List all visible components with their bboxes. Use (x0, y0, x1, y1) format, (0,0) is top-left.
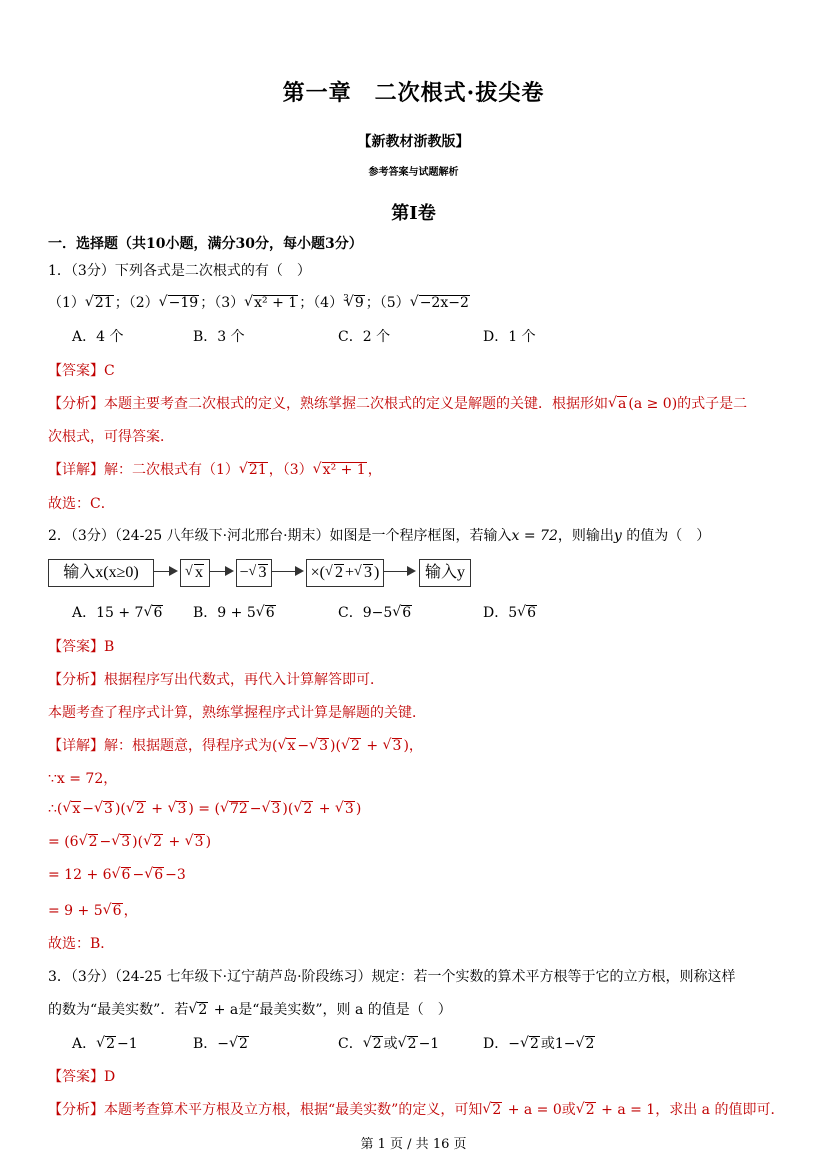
q1-choose: 故选：C． (48, 496, 115, 512)
flow-input-box: 输入x(x≥0) (48, 559, 154, 587)
flow-multiply-box: ×(√ 2 +√ 3 ) (306, 559, 384, 587)
edition-label: 【新教材浙教版】 (357, 134, 470, 150)
q1-analysis-line2: 次根式，可得答案． (48, 429, 174, 445)
sqrt-expr: √ −19 (159, 295, 200, 311)
q1-option-a: A．4 个 (72, 329, 124, 345)
section-heading: 一．选择题（共10小题，满分30分，每小题3分） (48, 236, 363, 252)
q2-detail: 【详解】解：根据题意，得程序式为(√ x −√ 3 )(√ 2 + √ 3 )， (48, 735, 423, 755)
q1-item-4-prefix: （4） (313, 295, 344, 311)
q2-step-expand: = 12 + 6√ 6 −√ 6 −3 (48, 867, 186, 883)
cube-root-index: 3 (343, 294, 349, 305)
q2-step-substitute: ∴(√ x −√ 3 )(√ 2 + √ 3 ) = (√ 72 −√ 3 )(√ 2 + √ 3 ) (48, 801, 361, 817)
q2-step-simplify: = (6√ 2 −√ 3 )(√ 2 + √ 3 ) (48, 834, 211, 850)
flow-arrow (272, 571, 302, 572)
q1-detail: 【详解】解：二次根式有（1）√ 21 ，（3）√ x² + 1 ， (48, 459, 382, 479)
q1-option-d: D．1 个 (483, 329, 536, 345)
q1-item-1-prefix: （1） (48, 295, 85, 311)
subtitle: 参考答案与试题解析 (368, 167, 459, 178)
sqrt-expr: √ 21 (239, 462, 268, 478)
page-footer: 第 1 页 / 共 16 页 (360, 1137, 467, 1152)
flow-output-box: 输入y (419, 559, 471, 587)
q2-option-b: B．9 + 5√ 6 (193, 602, 277, 622)
q2-choose: 故选：B． (48, 936, 115, 952)
q2-stem: 2．（3分）（24-25 八年级下·河北邢台·期末）如图是一个程序框图，若输入x = 72，则输出y 的值为（ ） (48, 528, 711, 544)
page-title: 第一章 二次根式·拔尖卷 (282, 80, 545, 106)
q3-analysis: 【分析】本题考查算术平方根及立方根，根据“最美实数”的定义，可知√ 2 + a = 0或√ 2 + a = 1，求出 a 的值即可． (48, 1099, 784, 1119)
q2-analysis: 【分析】根据程序写出代数式，再代入计算解答即可． (48, 672, 384, 688)
q1-option-c: C．2 个 (338, 329, 391, 345)
flow-arrow (384, 571, 414, 572)
q1-items: （1）√ 21 ；（2）√ −19 ；（3）√ x² + 1 ；$(4)^3√$ 9 ；（5）√ −2x−2 (48, 292, 471, 312)
q3-option-a: A．√ 2 −1 (72, 1033, 138, 1053)
q2-step-given: ∵x = 72， (48, 771, 118, 787)
q2-option-a: A．15 + 7√ 6 (72, 602, 164, 622)
q1-stem: 1．（3分）下列各式是二次根式的有（ ） (48, 263, 311, 279)
sqrt-expr: √ x² + 1 (313, 462, 367, 478)
q2-option-d: D．5√ 6 (483, 602, 538, 622)
q3-stem-line1: 3．（3分）（24-25 七年级下·辽宁葫芦岛·阶段练习）规定：若一个实数的算术平方根等于它的立方根，则称这样 (48, 969, 736, 985)
q1-analysis: 【分析】本题主要考查二次根式的定义，熟练掌握二次根式的定义是解题的关键．根据形如√ a (a ≥ 0)的式子是二 (48, 393, 747, 413)
volume-heading: 第Ⅰ卷 (391, 203, 436, 224)
flow-subtract-box: −√ 3 (236, 559, 272, 587)
sqrt-expr: √ −2x−2 (410, 295, 470, 311)
flow-arrow (154, 571, 176, 572)
cube-root-expr: √ 9 (345, 295, 365, 311)
q2-answer: 【答案】B (48, 639, 115, 655)
q2-note: 本题考查了程序式计算，熟练掌握程序式计算是解题的关键． (48, 705, 426, 721)
q1-option-b: B．3 个 (193, 329, 245, 345)
flow-arrow (210, 571, 232, 572)
q2-option-c: C．9−5√ 6 (338, 602, 413, 622)
q1-item-2-prefix: （2） (128, 295, 159, 311)
q3-stem-line2: 的数为“最美实数”．若√ 2 + a是“最美实数”，则 a 的值是（ ） (48, 999, 452, 1019)
q1-item-3-prefix: （3） (214, 295, 245, 311)
program-flowchart (48, 556, 528, 590)
q3-answer: 【答案】D (48, 1069, 116, 1085)
q1-answer: 【答案】C (48, 363, 115, 379)
q1-item-5-prefix: （5） (379, 295, 410, 311)
q3-option-b: B．−√ 2 (193, 1033, 250, 1053)
flow-sqrt-box: √ x (180, 559, 210, 587)
q3-option-c: C．√ 2 或√ 2 −1 (338, 1033, 439, 1053)
sqrt-expr: √ a (608, 396, 627, 412)
q3-option-d: D．−√ 2 或1−√ 2 (483, 1033, 596, 1053)
q2-step-result: = 9 + 5√ 6 ， (48, 900, 138, 920)
sqrt-expr: √ 21 (85, 295, 114, 311)
sqrt-expr: √ x² + 1 (244, 295, 298, 311)
